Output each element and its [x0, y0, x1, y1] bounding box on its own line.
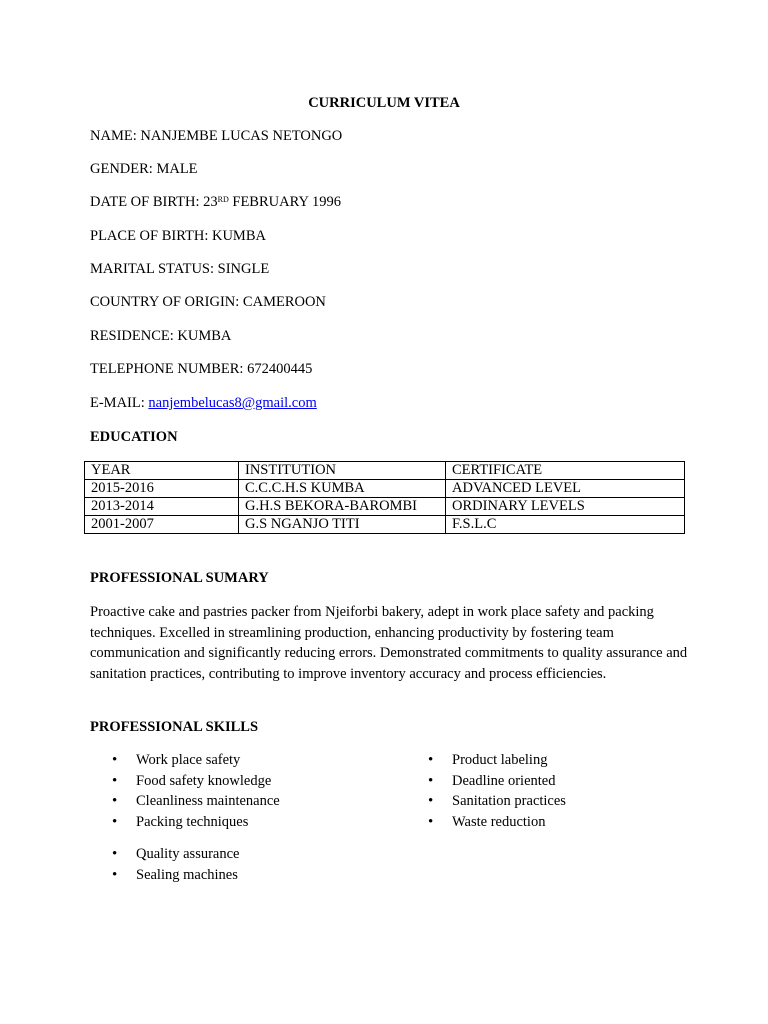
telephone-line: TELEPHONE NUMBER: 672400445: [90, 361, 313, 377]
table-header-row: [85, 462, 685, 480]
table-cell: 2001-2007: [85, 516, 239, 534]
gender-line: GENDER: MALE: [90, 161, 198, 177]
document-title: CURRICULUM VITEA: [308, 95, 460, 111]
marital-status-line: MARITAL STATUS: SINGLE: [90, 261, 270, 277]
list-item: • Sanitation practices: [406, 791, 566, 812]
skills-list-right: [406, 750, 566, 832]
table-row: [85, 498, 685, 516]
dob-line: [90, 193, 341, 211]
table-cell: 2015-2016: [85, 480, 239, 498]
table-row: [85, 480, 685, 498]
country-line: COUNTRY OF ORIGIN: CAMEROON: [90, 294, 326, 310]
list-item: • Packing techniques: [90, 812, 280, 833]
header-institution: INSTITUTION: [239, 462, 446, 480]
skills-list-extra: [90, 844, 239, 885]
table-cell: G.S NGANJO TITI: [239, 516, 446, 534]
table-cell: F.S.L.C: [446, 516, 685, 534]
list-item: • Deadline oriented: [406, 771, 566, 792]
list-item: • Work place safety: [90, 750, 280, 771]
header-year: YEAR: [85, 462, 239, 480]
dob-prefix: DATE OF BIRTH: 23: [90, 194, 218, 210]
skills-list-left: [90, 750, 280, 832]
summary-paragraph: [90, 602, 690, 684]
summary-text: Proactive cake and pastries packer from Njeiforbi bakery, adept in work place safety and packing techniques. Excelled in streamlining production, enhancing productivity by fostering team communication and significantly reducing errors. Demonstrated commitments to quality assurance and sanitation practices, contributing to improve inventory accuracy and process efficiencies.: [90, 604, 688, 682]
table-cell: G.H.S BEKORA-BAROMBI: [239, 498, 446, 516]
list-item: • Waste reduction: [406, 812, 566, 833]
table-row: [85, 516, 685, 534]
table-cell: 2013-2014: [85, 498, 239, 516]
email-line: [90, 394, 317, 412]
table-cell: ADVANCED LEVEL: [446, 480, 685, 498]
table-cell: ORDINARY LEVELS: [446, 498, 685, 516]
list-item: • Quality assurance: [90, 844, 239, 865]
dob-superscript: RD: [217, 195, 229, 204]
summary-heading: PROFESSIONAL SUMARY: [90, 570, 269, 586]
name-line: NAME: NANJEMBE LUCAS NETONGO: [90, 128, 343, 144]
email-label: E-MAIL:: [90, 395, 149, 411]
education-table: [84, 461, 685, 534]
list-item: • Food safety knowledge: [90, 771, 280, 792]
place-of-birth-line: PLACE OF BIRTH: KUMBA: [90, 228, 266, 244]
dob-suffix: FEBRUARY 1996: [228, 194, 342, 210]
header-certificate: CERTIFICATE: [446, 462, 685, 480]
residence-line: RESIDENCE: KUMBA: [90, 328, 232, 344]
table-cell: C.C.C.H.S KUMBA: [239, 480, 446, 498]
education-heading: EDUCATION: [90, 429, 178, 445]
skills-heading: PROFESSIONAL SKILLS: [90, 719, 259, 735]
email-link[interactable]: nanjembelucas8@gmail.com: [148, 395, 317, 411]
list-item: • Sealing machines: [90, 865, 239, 886]
list-item: • Cleanliness maintenance: [90, 791, 280, 812]
list-item: • Product labeling: [406, 750, 566, 771]
